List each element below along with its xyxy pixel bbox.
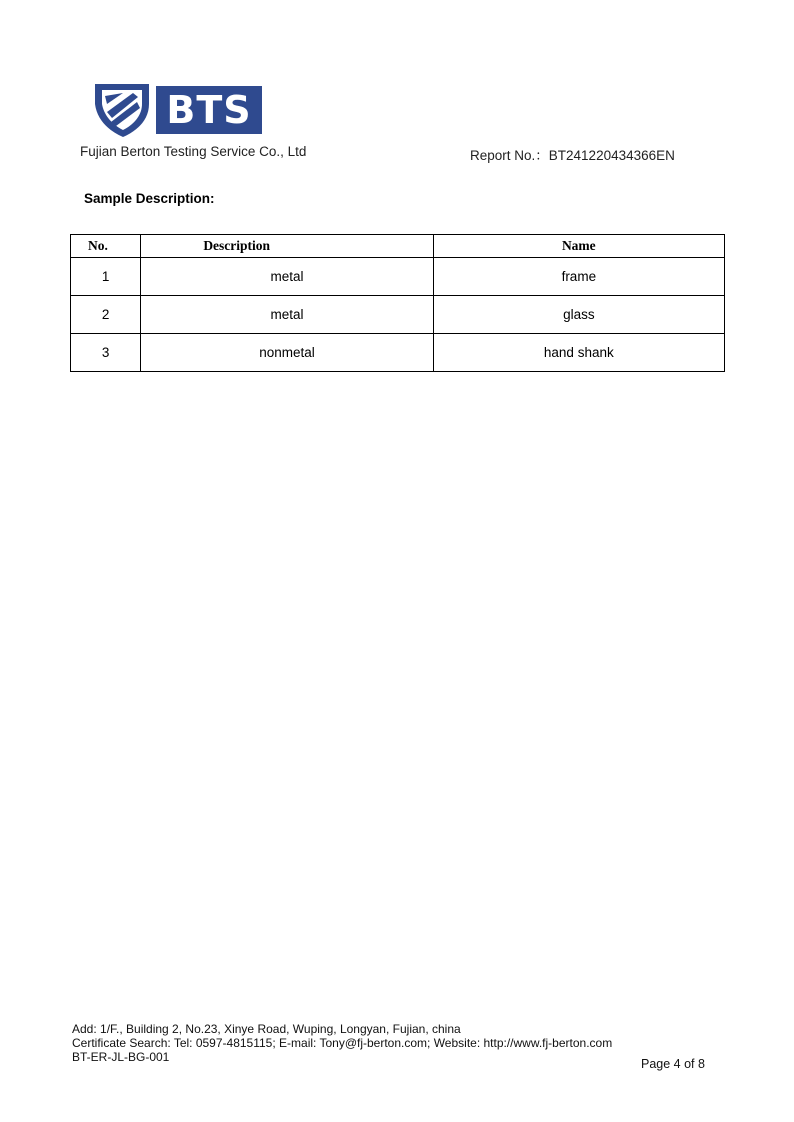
cell-description: nonmetal	[141, 334, 433, 372]
cell-no: 1	[71, 258, 141, 296]
cell-name: glass	[433, 296, 724, 334]
shield-icon	[93, 82, 153, 138]
cell-no: 2	[71, 296, 141, 334]
logo-wordmark	[156, 86, 262, 134]
report-no-label: Report No.：	[470, 148, 549, 163]
report-number	[470, 144, 675, 164]
footer-form-code: BT-ER-JL-BG-001	[72, 1050, 170, 1064]
company-name: Fujian Berton Testing Service Co., Ltd	[80, 144, 307, 159]
sample-table	[70, 234, 725, 372]
table-row	[71, 334, 725, 372]
cell-name: frame	[433, 258, 724, 296]
cell-no: 3	[71, 334, 141, 372]
section-title: Sample Description:	[84, 191, 215, 206]
company-logo	[93, 82, 263, 138]
table-row	[71, 296, 725, 334]
footer-contact: Certificate Search: Tel: 0597-4815115; E-mail: Tony@fj-berton.com; Website: http://www.fj-berton.com	[72, 1036, 613, 1050]
footer	[72, 1022, 612, 1064]
report-no-value: BT241220434366EN	[548, 148, 675, 163]
cell-description: metal	[141, 296, 433, 334]
cell-name: hand shank	[433, 334, 724, 372]
cell-description: metal	[141, 258, 433, 296]
header-name: Name	[433, 235, 724, 258]
header-description: Description	[141, 235, 433, 258]
header-no: No.	[71, 235, 141, 258]
page-number: Page 4 of 8	[641, 1057, 705, 1071]
logo-text: BTS	[166, 88, 252, 132]
table-header-row	[71, 235, 725, 258]
footer-address: Add: 1/F., Building 2, No.23, Xinye Road, Wuping, Longyan, Fujian, china	[72, 1022, 461, 1036]
table-row	[71, 258, 725, 296]
